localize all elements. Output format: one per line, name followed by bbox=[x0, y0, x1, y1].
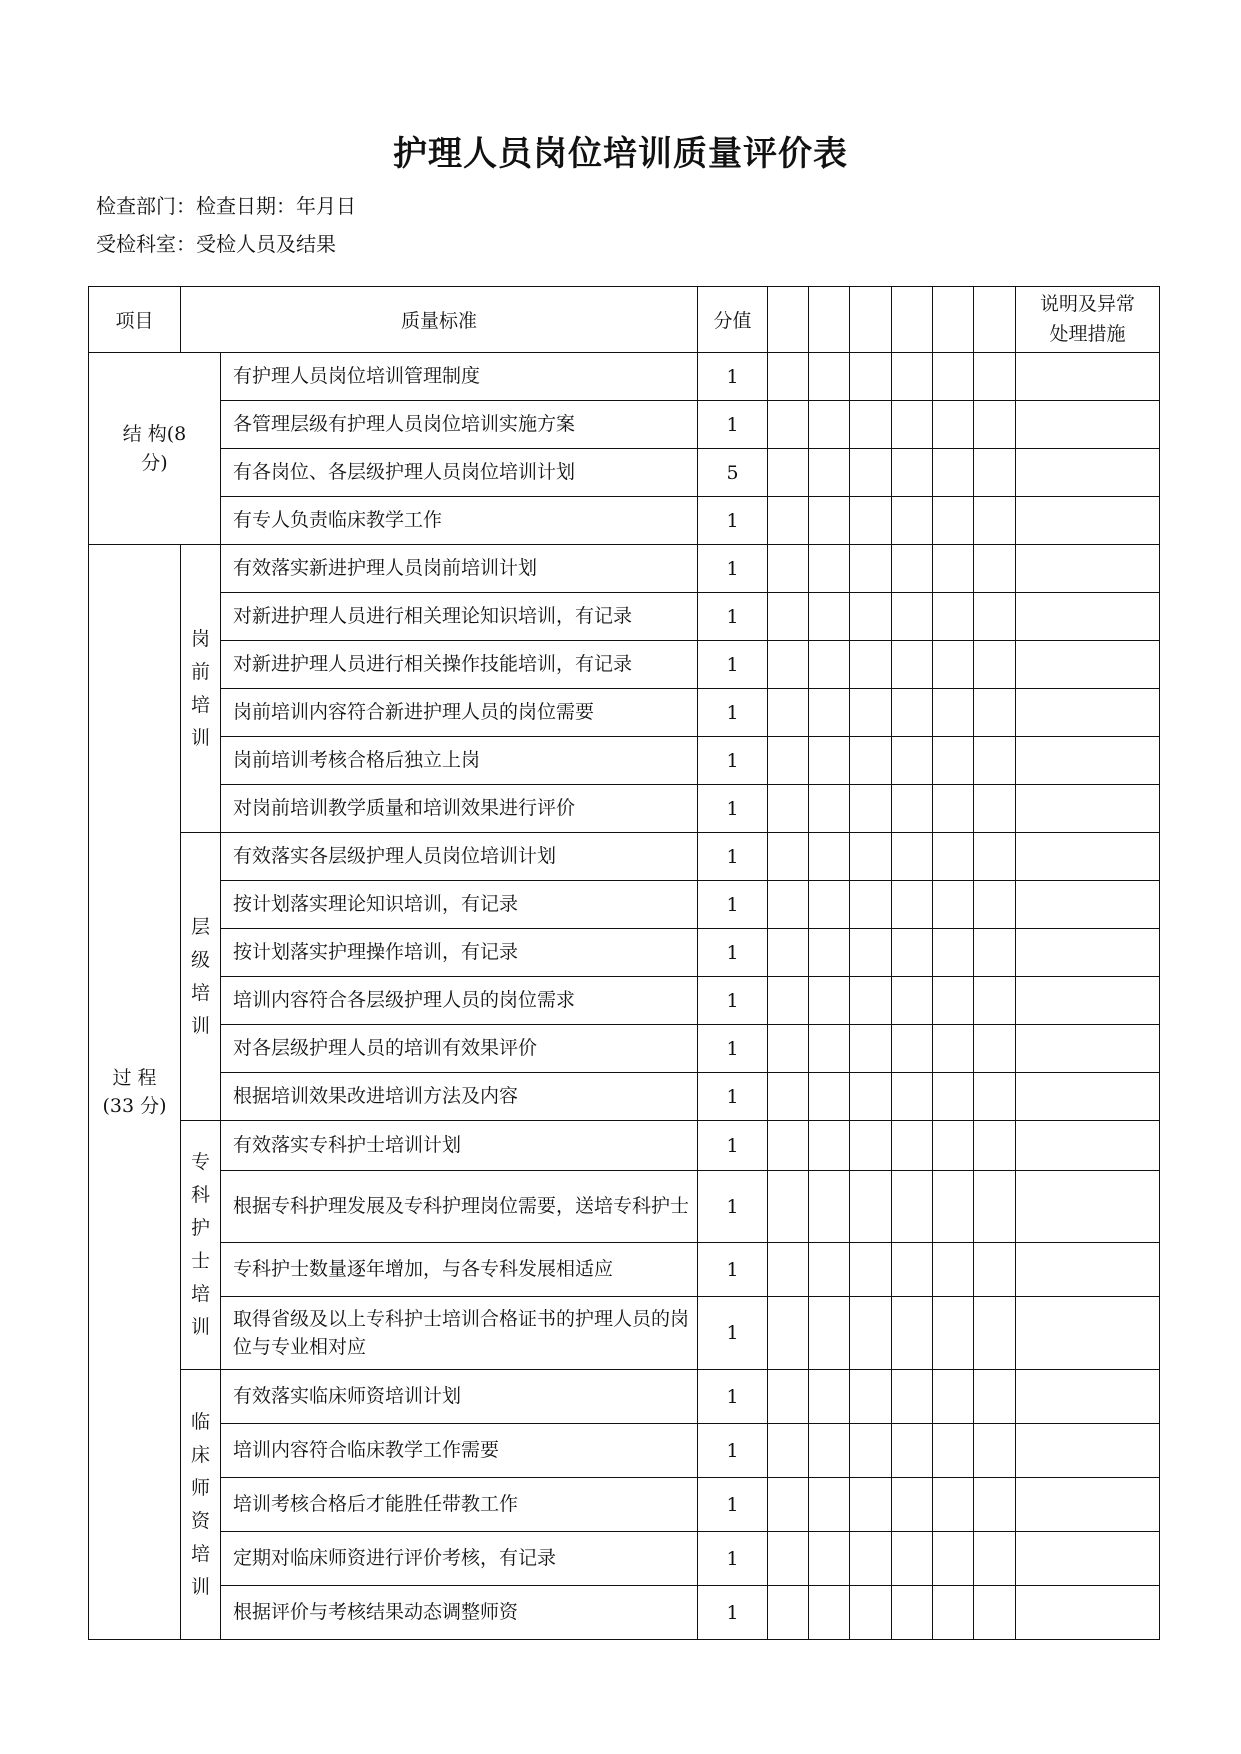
check-cell[interactable] bbox=[974, 1121, 1016, 1171]
check-cell[interactable] bbox=[850, 1424, 892, 1478]
subcategory-pre_job bbox=[181, 545, 221, 833]
check-cell[interactable] bbox=[933, 449, 974, 497]
quality-standard: 根据评价与考核结果动态调整师资 bbox=[221, 1586, 698, 1640]
quality-standard: 对各层级护理人员的培训有效果评价 bbox=[221, 1025, 698, 1073]
check-cell[interactable] bbox=[892, 1424, 933, 1478]
category-label-line2: 分) bbox=[141, 451, 168, 474]
quality-standard: 根据专科护理发展及专科护理岗位需要，送培专科护士 bbox=[221, 1171, 698, 1243]
notes-cell[interactable] bbox=[1016, 1370, 1160, 1424]
score-value: 1 bbox=[698, 545, 768, 593]
check-cell[interactable] bbox=[974, 881, 1016, 929]
score-value: 1 bbox=[698, 401, 768, 449]
notes-cell[interactable] bbox=[1016, 497, 1160, 545]
score-value: 1 bbox=[698, 977, 768, 1025]
check-cell[interactable] bbox=[892, 929, 933, 977]
check-cell[interactable] bbox=[768, 1121, 809, 1171]
check-cell[interactable] bbox=[892, 977, 933, 1025]
check-cell[interactable] bbox=[933, 881, 974, 929]
check-cell[interactable] bbox=[768, 1171, 809, 1243]
notes-cell[interactable] bbox=[1016, 449, 1160, 497]
table-row bbox=[89, 1243, 1160, 1297]
check-cell[interactable] bbox=[768, 497, 809, 545]
check-cell[interactable] bbox=[892, 401, 933, 449]
table-row bbox=[89, 737, 1160, 785]
check-cell[interactable] bbox=[809, 1073, 850, 1121]
check-cell[interactable] bbox=[933, 977, 974, 1025]
subcategory-char: 士 bbox=[190, 1250, 210, 1272]
quality-standard: 对新进护理人员进行相关操作技能培训，有记录 bbox=[221, 641, 698, 689]
score-value: 1 bbox=[698, 833, 768, 881]
check-cell[interactable] bbox=[768, 881, 809, 929]
notes-cell[interactable] bbox=[1016, 1025, 1160, 1073]
check-cell[interactable] bbox=[809, 545, 850, 593]
check-cell[interactable] bbox=[933, 1424, 974, 1478]
check-cell[interactable] bbox=[892, 1297, 933, 1370]
check-cell[interactable] bbox=[809, 1532, 850, 1586]
check-cell[interactable] bbox=[768, 1424, 809, 1478]
check-cell[interactable] bbox=[933, 1073, 974, 1121]
notes-cell[interactable] bbox=[1016, 401, 1160, 449]
check-cell[interactable] bbox=[933, 929, 974, 977]
check-cell[interactable] bbox=[974, 833, 1016, 881]
score-value: 1 bbox=[698, 1121, 768, 1171]
subcategory-char: 培 bbox=[190, 1542, 210, 1565]
check-cell[interactable] bbox=[974, 1424, 1016, 1478]
category-label-line2: (33 分) bbox=[102, 1095, 167, 1117]
table-row bbox=[89, 689, 1160, 737]
notes-cell[interactable] bbox=[1016, 1073, 1160, 1121]
check-cell[interactable] bbox=[933, 641, 974, 689]
score-value: 1 bbox=[698, 353, 768, 401]
check-cell[interactable] bbox=[768, 593, 809, 641]
check-cell[interactable] bbox=[768, 1370, 809, 1424]
check-cell[interactable] bbox=[850, 1478, 892, 1532]
check-cell[interactable] bbox=[768, 737, 809, 785]
quality-standard: 对岗前培训教学质量和培训效果进行评价 bbox=[221, 785, 698, 833]
check-cell[interactable] bbox=[892, 1532, 933, 1586]
notes-cell[interactable] bbox=[1016, 833, 1160, 881]
check-cell[interactable] bbox=[933, 1532, 974, 1586]
check-cell[interactable] bbox=[974, 497, 1016, 545]
check-column[interactable] bbox=[892, 287, 933, 353]
check-cell[interactable] bbox=[809, 1586, 850, 1640]
check-column[interactable] bbox=[850, 287, 892, 353]
subcategory-char: 专 bbox=[190, 1151, 210, 1173]
score-value: 1 bbox=[698, 1424, 768, 1478]
check-cell[interactable] bbox=[933, 1478, 974, 1532]
check-cell[interactable] bbox=[892, 785, 933, 833]
table-row bbox=[89, 353, 1160, 401]
check-cell[interactable] bbox=[892, 545, 933, 593]
check-cell[interactable] bbox=[809, 1121, 850, 1171]
check-cell[interactable] bbox=[974, 737, 1016, 785]
subcategory-char: 护 bbox=[190, 1217, 210, 1239]
check-cell[interactable] bbox=[768, 1532, 809, 1586]
subcategory-char: 岗 bbox=[190, 627, 210, 650]
check-cell[interactable] bbox=[809, 929, 850, 977]
check-cell[interactable] bbox=[809, 353, 850, 401]
check-cell[interactable] bbox=[768, 977, 809, 1025]
score-value: 1 bbox=[698, 1532, 768, 1586]
quality-standard: 定期对临床师资进行评价考核，有记录 bbox=[221, 1532, 698, 1586]
check-cell[interactable] bbox=[933, 593, 974, 641]
table-row bbox=[89, 1424, 1160, 1478]
score-value: 1 bbox=[698, 593, 768, 641]
notes-cell[interactable] bbox=[1016, 1424, 1160, 1478]
check-cell[interactable] bbox=[850, 545, 892, 593]
check-cell[interactable] bbox=[974, 1297, 1016, 1370]
notes-cell[interactable] bbox=[1016, 1243, 1160, 1297]
notes-cell[interactable] bbox=[1016, 881, 1160, 929]
check-cell[interactable] bbox=[974, 977, 1016, 1025]
check-cell[interactable] bbox=[768, 1586, 809, 1640]
check-cell[interactable] bbox=[809, 641, 850, 689]
check-cell[interactable] bbox=[850, 1297, 892, 1370]
subcategory-char: 训 bbox=[190, 1014, 210, 1037]
score-value: 1 bbox=[698, 1025, 768, 1073]
check-cell[interactable] bbox=[974, 1243, 1016, 1297]
notes-cell[interactable] bbox=[1016, 689, 1160, 737]
check-cell[interactable] bbox=[974, 1370, 1016, 1424]
check-cell[interactable] bbox=[933, 833, 974, 881]
check-cell[interactable] bbox=[768, 353, 809, 401]
notes-cell[interactable] bbox=[1016, 1297, 1160, 1370]
check-cell[interactable] bbox=[892, 641, 933, 689]
check-cell[interactable] bbox=[974, 785, 1016, 833]
check-cell[interactable] bbox=[768, 641, 809, 689]
quality-standard: 根据培训效果改进培训方法及内容 bbox=[221, 1073, 698, 1121]
table-row bbox=[89, 1478, 1160, 1532]
check-cell[interactable] bbox=[933, 1243, 974, 1297]
check-cell[interactable] bbox=[768, 1478, 809, 1532]
check-cell[interactable] bbox=[933, 1171, 974, 1243]
check-cell[interactable] bbox=[892, 737, 933, 785]
check-cell[interactable] bbox=[850, 1025, 892, 1073]
check-cell[interactable] bbox=[768, 929, 809, 977]
score-value: 5 bbox=[698, 449, 768, 497]
notes-cell[interactable] bbox=[1016, 593, 1160, 641]
score-value: 1 bbox=[698, 1370, 768, 1424]
check-cell[interactable] bbox=[809, 1424, 850, 1478]
check-cell[interactable] bbox=[809, 1478, 850, 1532]
notes-cell[interactable] bbox=[1016, 1478, 1160, 1532]
notes-cell[interactable] bbox=[1016, 353, 1160, 401]
quality-standard: 岗前培训考核合格后独立上岗 bbox=[221, 737, 698, 785]
check-cell[interactable] bbox=[974, 545, 1016, 593]
table-row bbox=[89, 1121, 1160, 1171]
check-column[interactable] bbox=[809, 287, 850, 353]
check-cell[interactable] bbox=[809, 1171, 850, 1243]
check-cell[interactable] bbox=[809, 881, 850, 929]
quality-standard: 对新进护理人员进行相关理论知识培训，有记录 bbox=[221, 593, 698, 641]
score-value: 1 bbox=[698, 641, 768, 689]
table-row bbox=[89, 1171, 1160, 1243]
notes-cell[interactable] bbox=[1016, 977, 1160, 1025]
table-row bbox=[89, 833, 1160, 881]
check-cell[interactable] bbox=[974, 929, 1016, 977]
subcategory-char: 临 bbox=[190, 1410, 210, 1433]
header-item: 项目 bbox=[89, 287, 181, 353]
check-cell[interactable] bbox=[974, 1478, 1016, 1532]
notes-cell[interactable] bbox=[1016, 1532, 1160, 1586]
check-cell[interactable] bbox=[974, 1073, 1016, 1121]
header-score: 分值 bbox=[698, 287, 768, 353]
check-cell[interactable] bbox=[974, 689, 1016, 737]
check-cell[interactable] bbox=[850, 1532, 892, 1586]
subcategory-level bbox=[181, 833, 221, 1121]
quality-standard: 有效落实各层级护理人员岗位培训计划 bbox=[221, 833, 698, 881]
notes-cell[interactable] bbox=[1016, 785, 1160, 833]
check-cell[interactable] bbox=[809, 401, 850, 449]
notes-cell[interactable] bbox=[1016, 1171, 1160, 1243]
header-row bbox=[89, 287, 1160, 353]
check-column[interactable] bbox=[933, 287, 974, 353]
check-cell[interactable] bbox=[933, 1586, 974, 1640]
quality-standard: 培训内容符合各层级护理人员的岗位需求 bbox=[221, 977, 698, 1025]
check-cell[interactable] bbox=[850, 1370, 892, 1424]
notes-cell[interactable] bbox=[1016, 1121, 1160, 1171]
check-cell[interactable] bbox=[974, 1532, 1016, 1586]
check-cell[interactable] bbox=[974, 1171, 1016, 1243]
table-row bbox=[89, 497, 1160, 545]
check-cell[interactable] bbox=[809, 1297, 850, 1370]
check-cell[interactable] bbox=[850, 449, 892, 497]
quality-standard: 有护理人员岗位培训管理制度 bbox=[221, 353, 698, 401]
table-row bbox=[89, 401, 1160, 449]
check-cell[interactable] bbox=[892, 689, 933, 737]
table-row bbox=[89, 929, 1160, 977]
score-value: 1 bbox=[698, 785, 768, 833]
check-cell[interactable] bbox=[974, 593, 1016, 641]
check-cell[interactable] bbox=[768, 689, 809, 737]
evaluation-table bbox=[88, 286, 1160, 1640]
check-cell[interactable] bbox=[850, 1586, 892, 1640]
check-cell[interactable] bbox=[974, 449, 1016, 497]
check-cell[interactable] bbox=[768, 785, 809, 833]
quality-standard: 培训考核合格后才能胜任带教工作 bbox=[221, 1478, 698, 1532]
check-cell[interactable] bbox=[933, 1297, 974, 1370]
score-value: 1 bbox=[698, 1073, 768, 1121]
check-cell[interactable] bbox=[768, 833, 809, 881]
table-row bbox=[89, 1025, 1160, 1073]
quality-standard: 取得省级及以上专科护士培训合格证书的护理人员的岗位与专业相对应 bbox=[221, 1297, 698, 1370]
check-cell[interactable] bbox=[933, 785, 974, 833]
inspection-department-date: 检查部门：检查日期：年月日 bbox=[96, 194, 356, 218]
category-process bbox=[89, 545, 181, 1640]
table-row bbox=[89, 641, 1160, 689]
check-cell[interactable] bbox=[933, 401, 974, 449]
category-label-line1: 过 程 bbox=[112, 1066, 157, 1089]
score-value: 1 bbox=[698, 1297, 768, 1370]
table-row bbox=[89, 1073, 1160, 1121]
check-column[interactable] bbox=[768, 287, 809, 353]
check-cell[interactable] bbox=[974, 1025, 1016, 1073]
check-cell[interactable] bbox=[850, 881, 892, 929]
check-cell[interactable] bbox=[850, 401, 892, 449]
check-cell[interactable] bbox=[974, 401, 1016, 449]
check-cell[interactable] bbox=[974, 1586, 1016, 1640]
check-cell[interactable] bbox=[809, 1025, 850, 1073]
subcategory-char: 床 bbox=[190, 1443, 210, 1466]
subcategory-char: 培 bbox=[190, 693, 210, 716]
check-cell[interactable] bbox=[809, 977, 850, 1025]
check-cell[interactable] bbox=[892, 1171, 933, 1243]
check-cell[interactable] bbox=[892, 1370, 933, 1424]
check-cell[interactable] bbox=[768, 1025, 809, 1073]
quality-standard: 专科护士数量逐年增加，与各专科发展相适应 bbox=[221, 1243, 698, 1297]
check-cell[interactable] bbox=[892, 1025, 933, 1073]
check-cell[interactable] bbox=[809, 737, 850, 785]
quality-standard: 按计划落实理论知识培训，有记录 bbox=[221, 881, 698, 929]
subcategory-char: 训 bbox=[190, 1316, 210, 1338]
inspected-unit-persons: 受检科室：受检人员及结果 bbox=[96, 232, 336, 256]
check-cell[interactable] bbox=[809, 785, 850, 833]
check-cell[interactable] bbox=[809, 593, 850, 641]
score-value: 1 bbox=[698, 497, 768, 545]
quality-standard: 各管理层级有护理人员岗位培训实施方案 bbox=[221, 401, 698, 449]
check-cell[interactable] bbox=[809, 497, 850, 545]
notes-cell[interactable] bbox=[1016, 641, 1160, 689]
subcategory-char: 训 bbox=[190, 726, 210, 749]
subcategory-char: 前 bbox=[190, 660, 210, 683]
check-cell[interactable] bbox=[809, 1243, 850, 1297]
check-cell[interactable] bbox=[850, 1073, 892, 1121]
quality-standard: 有专人负责临床教学工作 bbox=[221, 497, 698, 545]
check-cell[interactable] bbox=[892, 1073, 933, 1121]
table-row bbox=[89, 881, 1160, 929]
check-cell[interactable] bbox=[850, 689, 892, 737]
check-cell[interactable] bbox=[892, 353, 933, 401]
subcategory-char: 级 bbox=[190, 948, 210, 971]
check-cell[interactable] bbox=[850, 977, 892, 1025]
score-value: 1 bbox=[698, 1586, 768, 1640]
check-cell[interactable] bbox=[933, 689, 974, 737]
check-cell[interactable] bbox=[850, 1243, 892, 1297]
check-cell[interactable] bbox=[850, 353, 892, 401]
header-notes-line2: 处理措施 bbox=[1049, 322, 1126, 345]
score-value: 1 bbox=[698, 1243, 768, 1297]
check-cell[interactable] bbox=[933, 1121, 974, 1171]
check-cell[interactable] bbox=[809, 833, 850, 881]
table-row bbox=[89, 449, 1160, 497]
check-cell[interactable] bbox=[892, 1586, 933, 1640]
score-value: 1 bbox=[698, 1478, 768, 1532]
quality-standard: 岗前培训内容符合新进护理人员的岗位需要 bbox=[221, 689, 698, 737]
check-cell[interactable] bbox=[768, 1073, 809, 1121]
subcategory-char: 层 bbox=[190, 915, 210, 938]
score-value: 1 bbox=[698, 929, 768, 977]
table-row bbox=[89, 785, 1160, 833]
table-row bbox=[89, 1370, 1160, 1424]
quality-standard: 有效落实专科护士培训计划 bbox=[221, 1121, 698, 1171]
quality-standard: 有各岗位、各层级护理人员岗位培训计划 bbox=[221, 449, 698, 497]
check-cell[interactable] bbox=[850, 641, 892, 689]
check-cell[interactable] bbox=[892, 1478, 933, 1532]
table-row bbox=[89, 1586, 1160, 1640]
check-cell[interactable] bbox=[933, 1370, 974, 1424]
table-row bbox=[89, 593, 1160, 641]
subcategory-specialist bbox=[181, 1121, 221, 1370]
check-cell[interactable] bbox=[933, 545, 974, 593]
check-cell[interactable] bbox=[809, 449, 850, 497]
check-column[interactable] bbox=[974, 287, 1016, 353]
subcategory-char: 培 bbox=[190, 981, 210, 1004]
quality-standard: 按计划落实护理操作培训，有记录 bbox=[221, 929, 698, 977]
notes-cell[interactable] bbox=[1016, 737, 1160, 785]
score-value: 1 bbox=[698, 1171, 768, 1243]
check-cell[interactable] bbox=[892, 1243, 933, 1297]
check-cell[interactable] bbox=[850, 833, 892, 881]
notes-cell[interactable] bbox=[1016, 545, 1160, 593]
header-standard: 质量标准 bbox=[181, 287, 698, 353]
check-cell[interactable] bbox=[809, 1370, 850, 1424]
header-notes bbox=[1016, 287, 1160, 353]
check-cell[interactable] bbox=[892, 833, 933, 881]
check-cell[interactable] bbox=[850, 1171, 892, 1243]
page-title: 护理人员岗位培训质量评价表 bbox=[393, 134, 848, 174]
score-value: 1 bbox=[698, 689, 768, 737]
check-cell[interactable] bbox=[933, 737, 974, 785]
check-cell[interactable] bbox=[933, 353, 974, 401]
quality-standard: 培训内容符合临床教学工作需要 bbox=[221, 1424, 698, 1478]
category-structure bbox=[89, 353, 221, 545]
check-cell[interactable] bbox=[850, 593, 892, 641]
notes-cell[interactable] bbox=[1016, 929, 1160, 977]
check-cell[interactable] bbox=[933, 1025, 974, 1073]
quality-standard: 有效落实临床师资培训计划 bbox=[221, 1370, 698, 1424]
score-value: 1 bbox=[698, 737, 768, 785]
check-cell[interactable] bbox=[850, 497, 892, 545]
check-cell[interactable] bbox=[850, 929, 892, 977]
subcategory-char: 科 bbox=[190, 1184, 210, 1206]
table-row bbox=[89, 545, 1160, 593]
check-cell[interactable] bbox=[974, 353, 1016, 401]
subcategory-teacher bbox=[181, 1370, 221, 1640]
table-row bbox=[89, 977, 1160, 1025]
subcategory-char: 资 bbox=[190, 1509, 210, 1532]
check-cell[interactable] bbox=[768, 545, 809, 593]
subcategory-char: 师 bbox=[190, 1476, 210, 1499]
score-value: 1 bbox=[698, 881, 768, 929]
subcategory-char: 训 bbox=[190, 1575, 210, 1598]
quality-standard: 有效落实新进护理人员岗前培训计划 bbox=[221, 545, 698, 593]
check-cell[interactable] bbox=[892, 881, 933, 929]
check-cell[interactable] bbox=[892, 1121, 933, 1171]
check-cell[interactable] bbox=[850, 1121, 892, 1171]
notes-cell[interactable] bbox=[1016, 1586, 1160, 1640]
table-row bbox=[89, 1532, 1160, 1586]
table-row bbox=[89, 1297, 1160, 1370]
check-cell[interactable] bbox=[850, 737, 892, 785]
subcategory-char: 培 bbox=[190, 1283, 210, 1305]
check-cell[interactable] bbox=[974, 641, 1016, 689]
check-cell[interactable] bbox=[850, 785, 892, 833]
header-notes-line1: 说明及异常 bbox=[1040, 293, 1136, 316]
check-cell[interactable] bbox=[933, 497, 974, 545]
check-cell[interactable] bbox=[768, 1297, 809, 1370]
check-cell[interactable] bbox=[768, 1243, 809, 1297]
check-cell[interactable] bbox=[768, 401, 809, 449]
check-cell[interactable] bbox=[892, 497, 933, 545]
check-cell[interactable] bbox=[892, 593, 933, 641]
check-cell[interactable] bbox=[768, 449, 809, 497]
check-cell[interactable] bbox=[809, 689, 850, 737]
check-cell[interactable] bbox=[892, 449, 933, 497]
category-label-line1: 结 构(8 bbox=[122, 423, 187, 445]
